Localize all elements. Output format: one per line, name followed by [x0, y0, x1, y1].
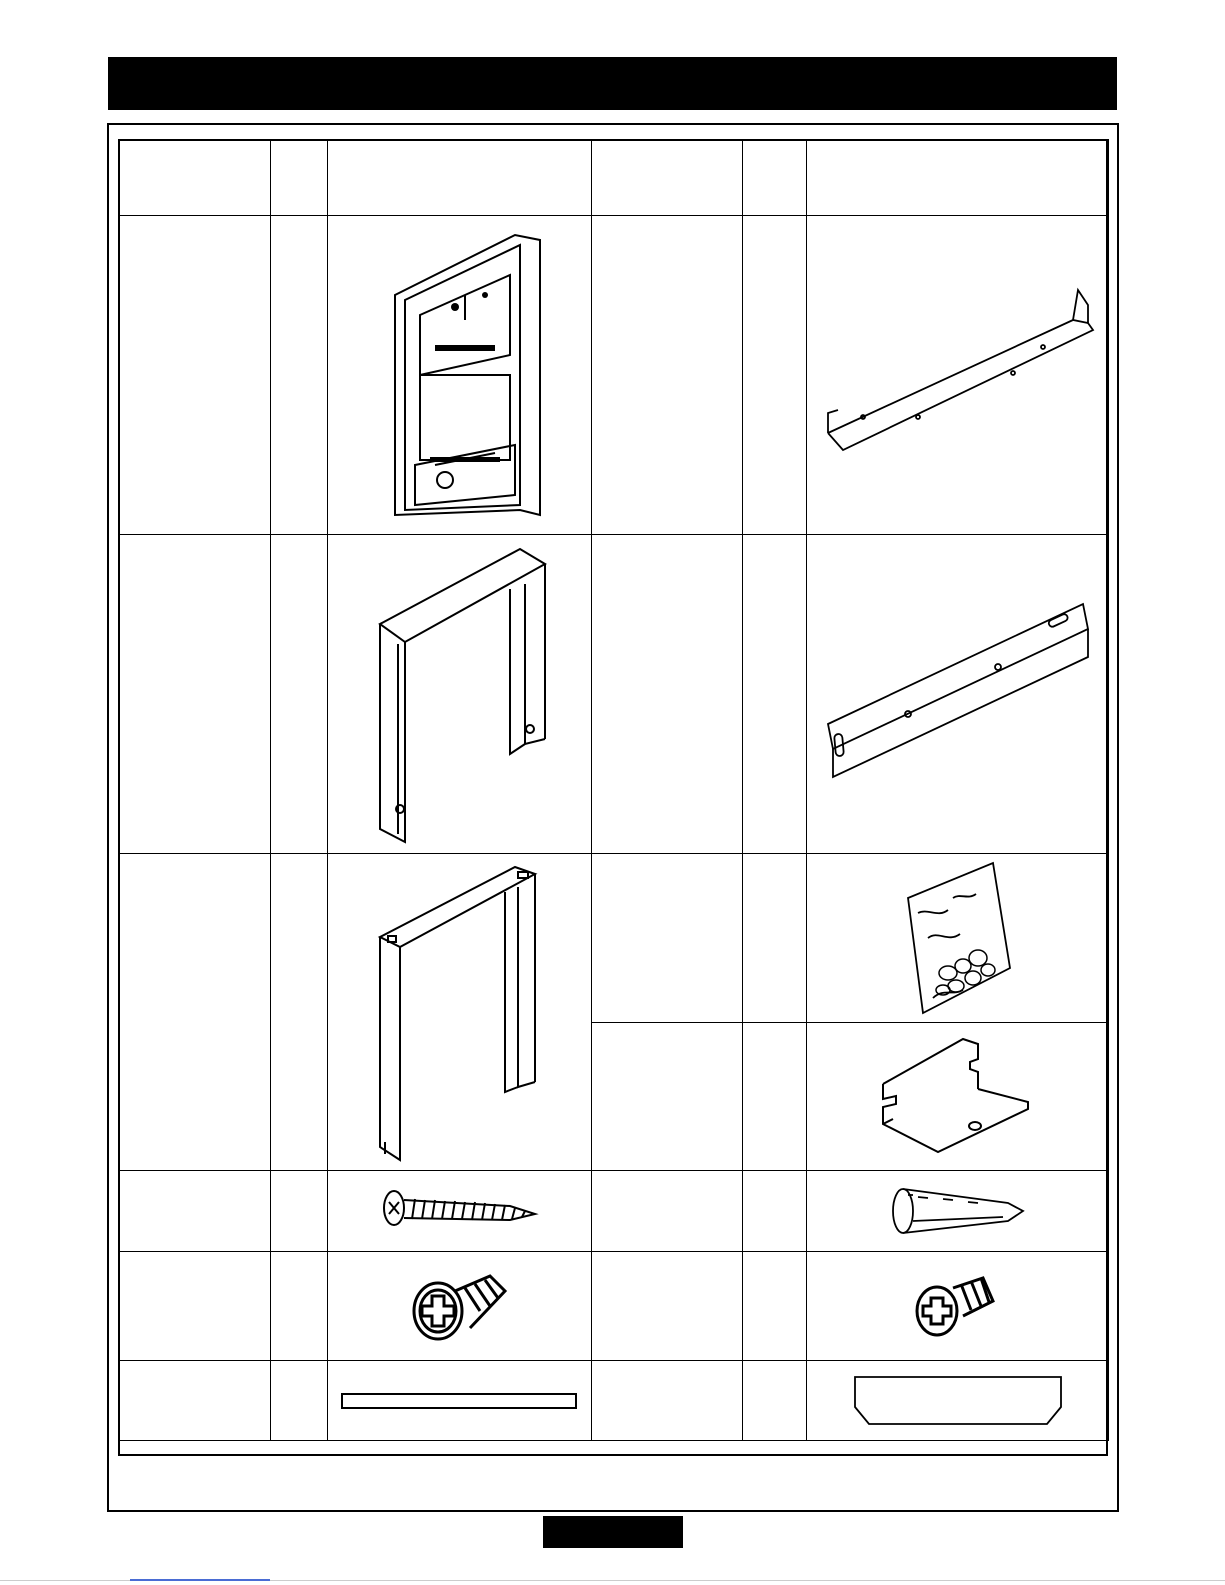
part-image-cell-right: [807, 535, 1109, 854]
part-qty-right: [743, 1171, 807, 1252]
part-image-cell-right: [807, 216, 1109, 535]
l-bracket-icon: [878, 1034, 1038, 1159]
part-qty: [271, 1361, 328, 1441]
self-tapping-screw-icon: [410, 1266, 510, 1346]
part-name-right: [592, 854, 743, 1023]
part-name-right: [592, 216, 743, 535]
inner-frame-icon: [370, 862, 550, 1162]
mounting-strip-icon: [823, 599, 1093, 789]
part-image-cell: [328, 1171, 592, 1252]
part-image-cell-right: [807, 1361, 1109, 1441]
parts-table: [118, 139, 1109, 1441]
header-part-name: [119, 140, 271, 216]
part-image-cell-right: [807, 854, 1109, 1023]
wall-plug-icon: [888, 1181, 1028, 1241]
part-name: [119, 1361, 271, 1441]
part-qty-right: [743, 1023, 807, 1171]
part-name: [119, 1252, 271, 1361]
page-title-bar: [108, 57, 1117, 110]
part-image-cell-right: [807, 1252, 1109, 1361]
angle-bracket-rail-icon: [818, 285, 1098, 465]
table-header-row: [119, 140, 1109, 216]
header-part-name-right: [592, 140, 743, 216]
part-image-cell: [328, 216, 592, 535]
part-name: [119, 535, 271, 854]
table-row: [119, 854, 1109, 1023]
table-row: [119, 1171, 1109, 1252]
table-row: [119, 1361, 1109, 1441]
header-qty: [271, 140, 328, 216]
part-qty-right: [743, 854, 807, 1023]
header-qty-right: [743, 140, 807, 216]
part-name-right: [592, 535, 743, 854]
table-row: [119, 1252, 1109, 1361]
header-image-right: [807, 140, 1109, 216]
part-image-cell-right: [807, 1023, 1109, 1171]
part-name-right: [592, 1171, 743, 1252]
part-image-cell: [328, 854, 592, 1171]
part-qty: [271, 1171, 328, 1252]
trim-frame-icon: [360, 544, 560, 844]
header-image: [328, 140, 592, 216]
part-qty-right: [743, 1252, 807, 1361]
part-qty: [271, 535, 328, 854]
part-qty-right: [743, 535, 807, 854]
part-name: [119, 216, 271, 535]
machine-screw-icon: [913, 1266, 1003, 1346]
part-image-cell: [328, 1252, 592, 1361]
part-name-right: [592, 1023, 743, 1171]
part-qty-right: [743, 216, 807, 535]
trim-plate-icon: [852, 1375, 1064, 1427]
part-name: [119, 854, 271, 1171]
table-row: [119, 535, 1109, 854]
part-image-cell: [328, 535, 592, 854]
part-qty-right: [743, 1361, 807, 1441]
part-qty: [271, 1252, 328, 1361]
part-name-right: [592, 1252, 743, 1361]
part-qty: [271, 854, 328, 1171]
page-number-tab: [543, 1516, 683, 1548]
part-image-cell-right: [807, 1171, 1109, 1252]
fuel-pebbles-bag-icon: [898, 858, 1018, 1018]
table-row: [119, 216, 1109, 535]
footer-link-underline[interactable]: [130, 1579, 270, 1581]
part-name: [119, 1171, 271, 1252]
wood-screw-icon: [380, 1186, 540, 1236]
part-name-right: [592, 1361, 743, 1441]
part-image-cell: [328, 1361, 592, 1441]
fire-insert-body-icon: [375, 225, 545, 525]
part-qty: [271, 216, 328, 535]
flat-strip-icon: [340, 1391, 580, 1411]
